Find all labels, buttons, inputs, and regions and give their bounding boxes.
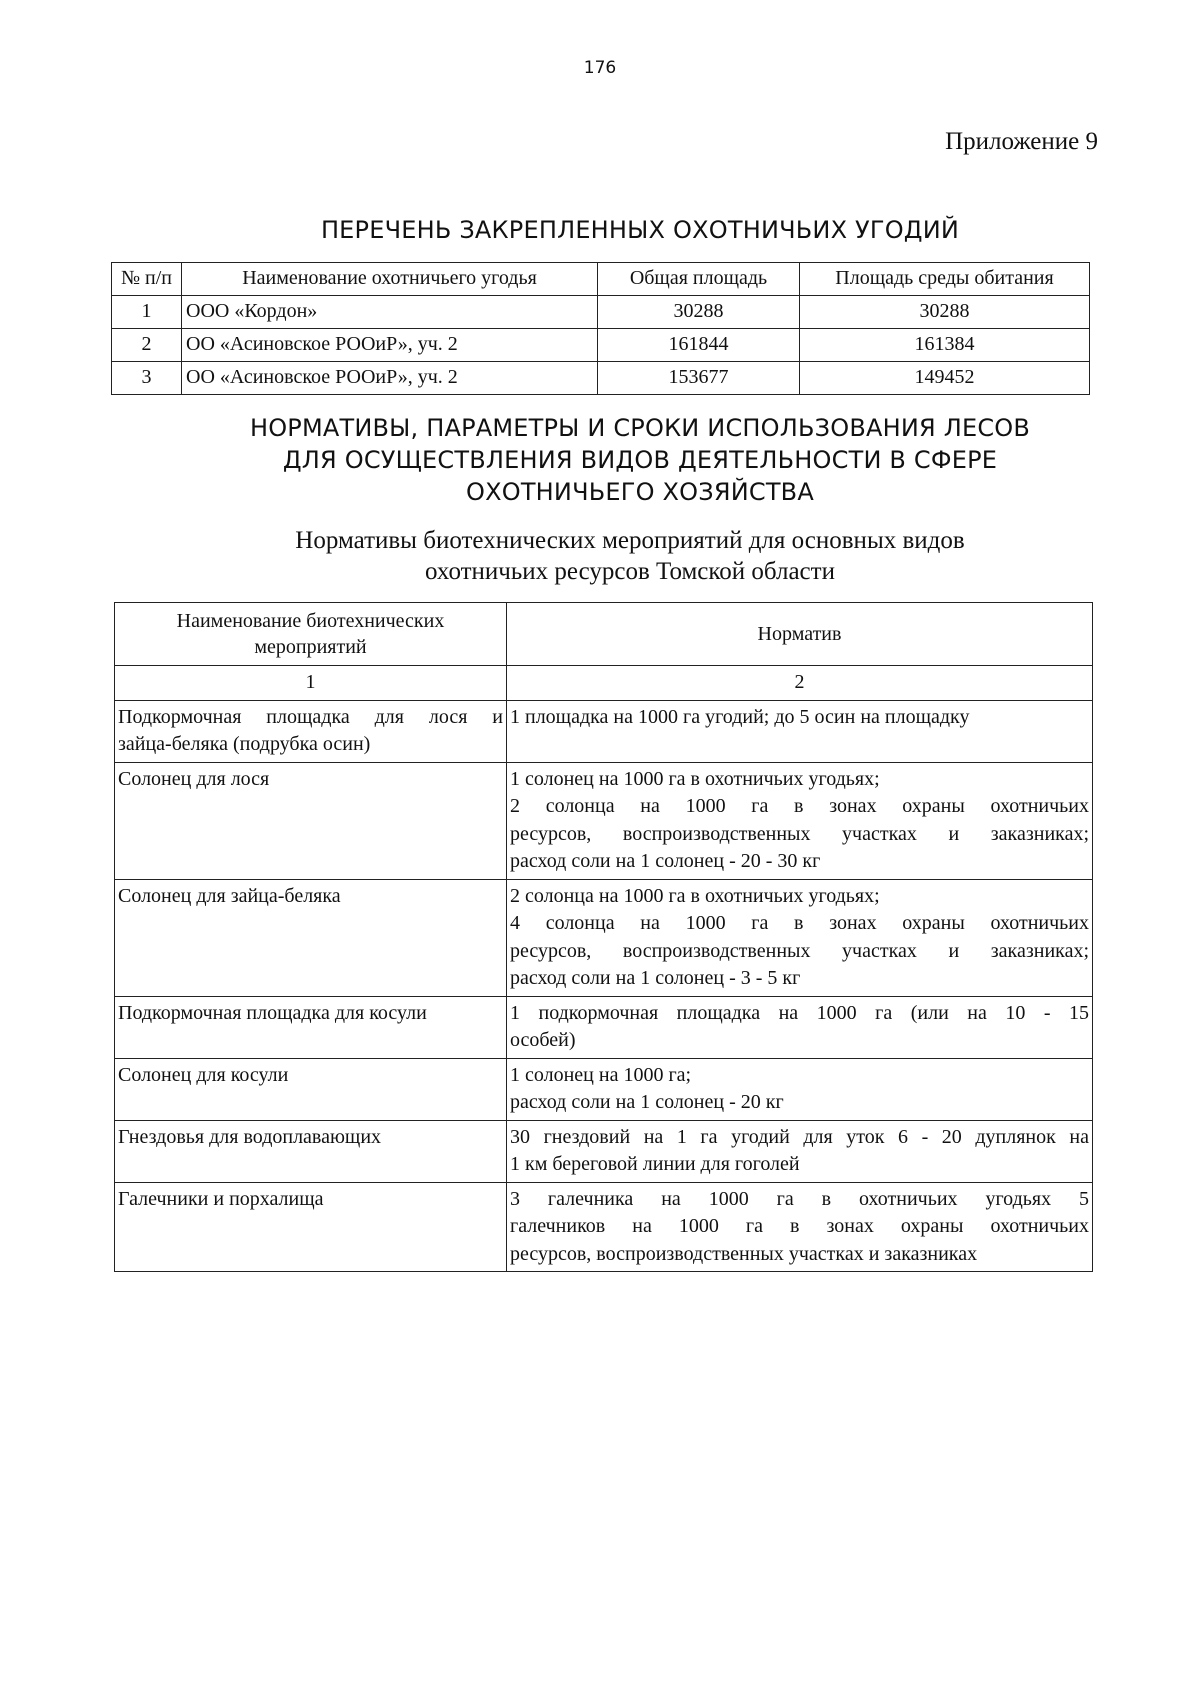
row-name: ОО «Асиновское РООиР», уч. 2 [182,329,598,362]
measure-name [115,1120,507,1182]
measure-name-line: Солонец для косули [118,1063,289,1086]
header-norm: Норматив [507,603,1093,666]
norms-title-line: ДЛЯ ОСУЩЕСТВЛЕНИЯ ВИДОВ ДЕЯТЕЛЬНОСТИ В СФЕРЕ [282,446,998,474]
measure-norm [507,1058,1093,1120]
norms-title [190,412,1090,508]
measure-name-line: Солонец для зайца-беляка [118,884,341,907]
norms-title-line: НОРМАТИВЫ, ПАРАМЕТРЫ И СРОКИ ИСПОЛЬЗОВАНИЯ ЛЕСОВ [249,414,1031,442]
row-total-area: 30288 [598,296,800,329]
row-name: ОО «Асиновское РООиР», уч. 2 [182,362,598,395]
norm-line: 4 солонца на 1000 га в зонах охраны охотничьих [510,912,1089,934]
hunting-grounds-table [111,262,1090,395]
norm-line: 2 солонца на 1000 га в охотничьих угодьях; [510,884,880,907]
table-header-row [115,603,1093,666]
header-number: № п/п [112,263,182,296]
row-name: ООО «Кордон» [182,296,598,329]
norm-line: расход соли на 1 солонец - 20 - 30 кг [510,850,821,872]
row-number: 2 [112,329,182,362]
hunting-list-title: ПЕРЕЧЕНЬ ЗАКРЕПЛЕННЫХ ОХОТНИЧЬИХ УГОДИЙ [320,216,960,244]
measure-name [115,879,507,996]
measure-norm [507,700,1093,762]
header-measure-name: Наименование биотехнических мероприятий [115,603,507,666]
table-row [115,1120,1093,1182]
page-number: 176 [583,58,617,78]
table-row [115,879,1093,996]
table-row [112,362,1090,395]
measure-name [115,996,507,1058]
table-row [115,1182,1093,1272]
measure-name-line: Гнездовья для водоплавающих [118,1125,382,1148]
norm-line: расход соли на 1 солонец - 20 кг [510,1091,784,1113]
row-habitat-area: 149452 [800,362,1090,395]
norm-line: 30 гнездовий на 1 га угодий для уток 6 - 20 дуплянок на [510,1125,1089,1148]
table-header-row [112,263,1090,296]
row-number: 1 [112,296,182,329]
table-row [112,329,1090,362]
column-number: 1 [115,666,507,701]
measure-name [115,1182,507,1272]
norm-line: галечников на 1000 га в зонах охраны охотничьих [510,1215,1089,1237]
norm-line: 1 площадка на 1000 га угодий; до 5 осин на площадку [510,705,970,728]
measure-norm [507,762,1093,879]
norm-line: 1 солонец на 1000 га в охотничьих угодьях; [510,767,880,790]
table-row [115,1058,1093,1120]
table-row [115,996,1093,1058]
measure-name [115,1058,507,1120]
appendix-label: Приложение 9 [945,128,1098,155]
row-number: 3 [112,362,182,395]
norm-line: особей) [510,1029,576,1051]
row-total-area: 153677 [598,362,800,395]
column-number: 2 [507,666,1093,701]
norm-line: 3 галечника на 1000 га в охотничьих угодьях 5 [510,1187,1089,1210]
measure-norm [507,1120,1093,1182]
subtitle-line: охотничьих ресурсов Томской области [425,558,835,585]
table-row [112,296,1090,329]
measure-norm [507,1182,1093,1272]
measure-name-line: Галечники и порхалища [118,1187,324,1210]
biotech-norms-table [114,602,1093,1272]
table-row [115,700,1093,762]
measure-norm [507,996,1093,1058]
measure-name-line: зайца-беляка (подрубка осин) [118,733,371,755]
norm-line: ресурсов, воспроизводственных участках и заказниках; [510,939,1089,962]
header-total-area: Общая площадь [598,263,800,296]
row-total-area: 161844 [598,329,800,362]
row-habitat-area: 161384 [800,329,1090,362]
table-row [115,762,1093,879]
norm-line: расход соли на 1 солонец - 3 - 5 кг [510,967,801,989]
norm-line: 1 км береговой линии для гоголей [510,1153,800,1175]
subtitle-line: Нормативы биотехнических мероприятий для основных видов [295,527,965,554]
norm-line: 2 солонца на 1000 га в зонах охраны охотничьих [510,795,1089,817]
measure-name-line: Солонец для лося [118,767,270,790]
measure-name-line: Подкормочная площадка для лося и [118,705,503,728]
header-habitat-area: Площадь среды обитания [800,263,1090,296]
measure-name [115,700,507,762]
norm-line: 1 солонец на 1000 га; [510,1063,692,1086]
column-number-row [115,666,1093,701]
row-habitat-area: 30288 [800,296,1090,329]
norms-title-line: ОХОТНИЧЬЕГО ХОЗЯЙСТВА [466,478,814,506]
measure-norm [507,879,1093,996]
norm-line: ресурсов, воспроизводственных участках и заказниках [510,1242,978,1265]
measure-name-line: Подкормочная площадка для косули [118,1001,427,1024]
norm-line: 1 подкормочная площадка на 1000 га (или на 10 - 15 [510,1001,1089,1024]
norm-line: ресурсов, воспроизводственных участках и заказниках; [510,822,1089,845]
biotech-subtitle [150,525,1110,587]
measure-name [115,762,507,879]
header-name: Наименование охотничьего угодья [182,263,598,296]
